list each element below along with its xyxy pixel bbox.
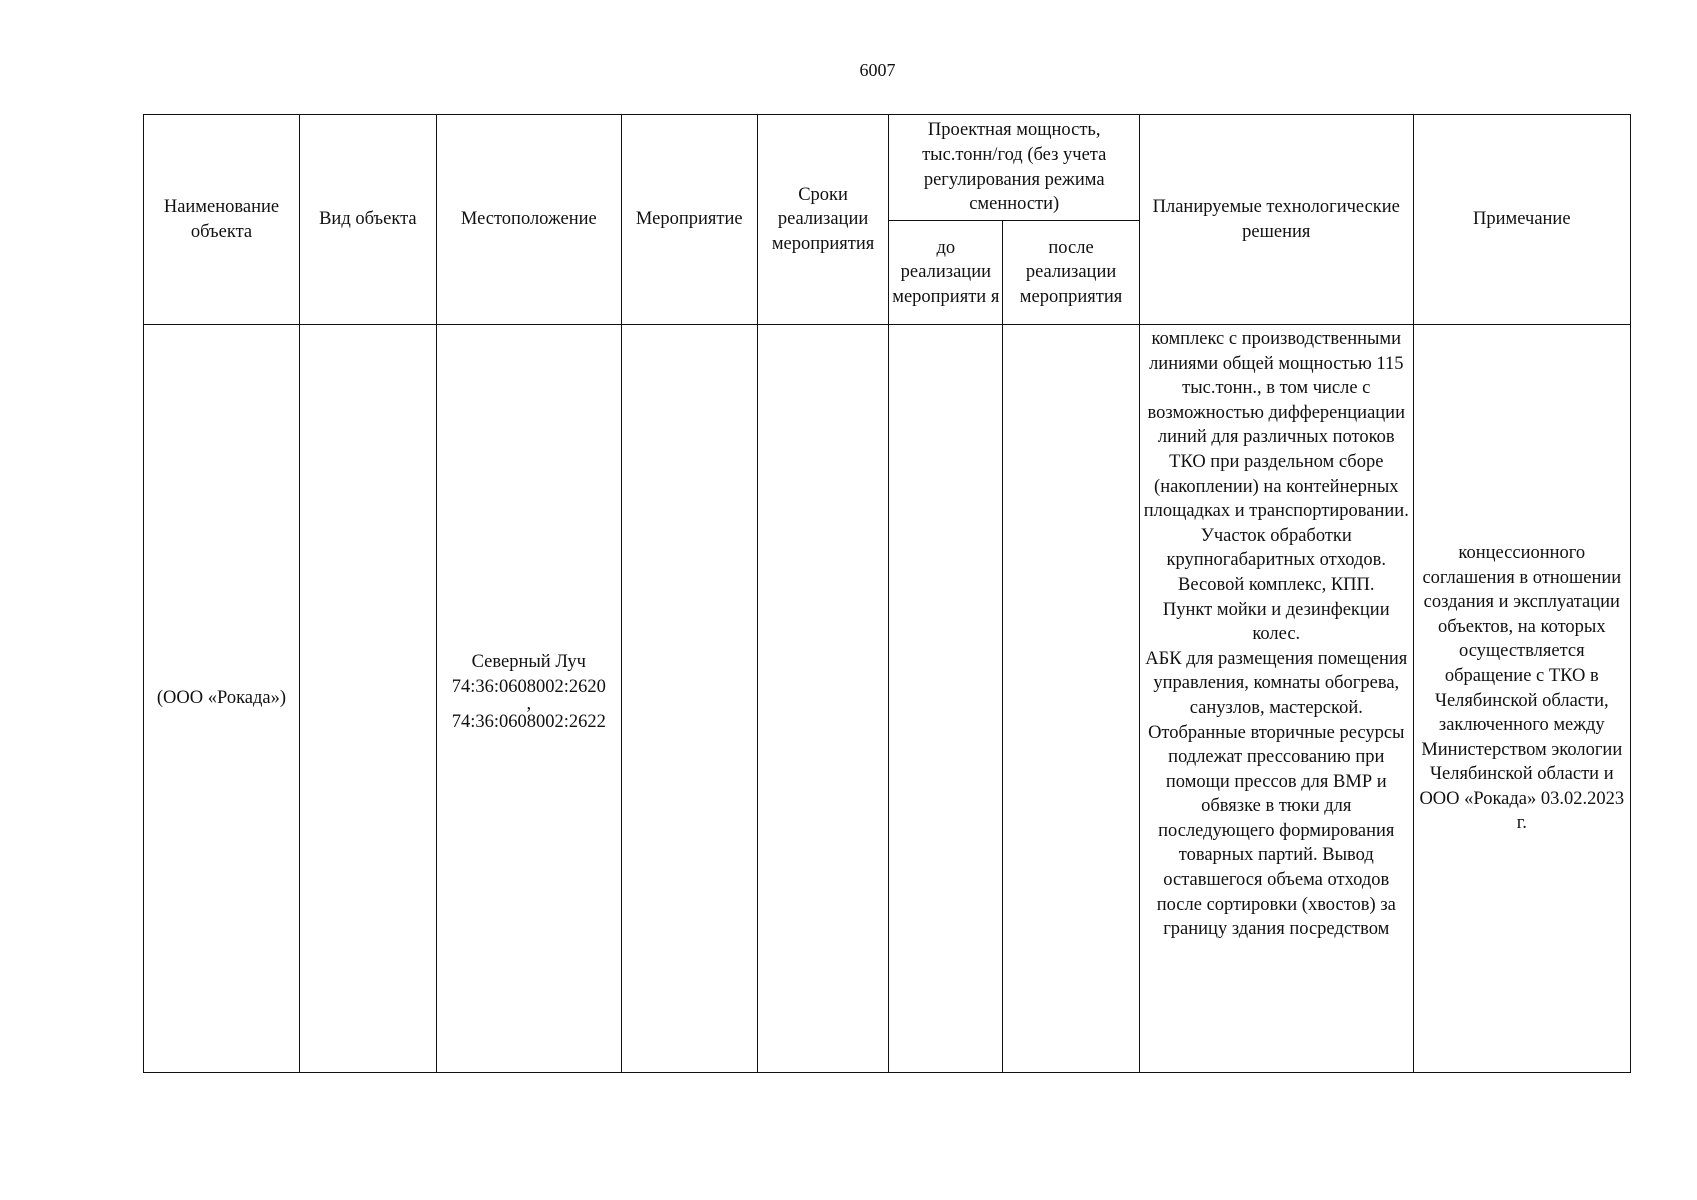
header-row (144, 115, 1631, 221)
location-line-1: Северный Луч (471, 652, 586, 673)
header-note: Примечание (1413, 115, 1630, 325)
cell-type (299, 325, 436, 1073)
header-type: Вид объекта (299, 115, 436, 325)
header-measure: Мероприятие (621, 115, 757, 325)
header-capacity-group: Проектная мощность, тыс.тонн/год (без учета регулирования режима сменности) (889, 115, 1140, 221)
cell-solutions (1139, 325, 1413, 1073)
header-name: Наименование объекта (144, 115, 300, 325)
header-solutions: Планируемые технологические решения (1139, 115, 1413, 325)
solutions-paragraph: Участок обработки крупногабаритных отходов. (1166, 525, 1387, 571)
page-number: 6007 (859, 60, 896, 80)
location-line-3: , (526, 694, 532, 715)
location-line-4: 74:36:0608002:2622 (451, 712, 606, 733)
cell-capacity-after (1003, 325, 1140, 1073)
location-line-2: 74:36:0608002:2620 (451, 676, 606, 697)
table-row (144, 325, 1631, 1073)
solutions-paragraph: Отобранные вторичные ресурсы подлежат прессованию при помощи прессов для ВМР и обвязке в тюки для последующего формирования товарных партий. Вывод оставшегося объема отходов после сортировки (хвостов) за границу здания посредством (1148, 722, 1405, 940)
header-terms: Сроки реализации мероприятия (757, 115, 889, 325)
solutions-paragraph: Пункт мойки и дезинфекции колес. (1162, 599, 1390, 645)
solutions-paragraph: комплекс с производственными линиями общей мощностью 115 тыс.тонн., в том числе с возможностью дифференциации линий для различных потоков ТКО при раздельном сборе (накоплении) на контейнерных площадках и транспортировании. (1143, 329, 1409, 522)
header-location: Местоположение (436, 115, 621, 325)
cell-measure (621, 325, 757, 1073)
cell-name: (ООО «Рокада») (144, 325, 300, 1073)
cell-location (436, 325, 621, 1073)
solutions-paragraph: АБК для размещения помещения управления, комнаты обогрева, санузлов, мастерской. (1145, 648, 1408, 718)
cell-capacity-before (889, 325, 1003, 1073)
cell-note: концессионного соглашения в отношении создания и эксплуатации объектов, на которых осуществляется обращение с ТКО в Челябинской области, заключенного между Министерством экологии Челябинской области и ООО «Рокада» 03.02.2023 г. (1413, 325, 1630, 1073)
header-capacity-after: после реализации мероприятия (1003, 221, 1140, 325)
solutions-paragraph: Весовой комплекс, КПП. (1178, 574, 1375, 595)
cell-terms (757, 325, 889, 1073)
objects-table (143, 114, 1631, 1073)
header-capacity-before: до реализации мероприяти я (889, 221, 1003, 325)
